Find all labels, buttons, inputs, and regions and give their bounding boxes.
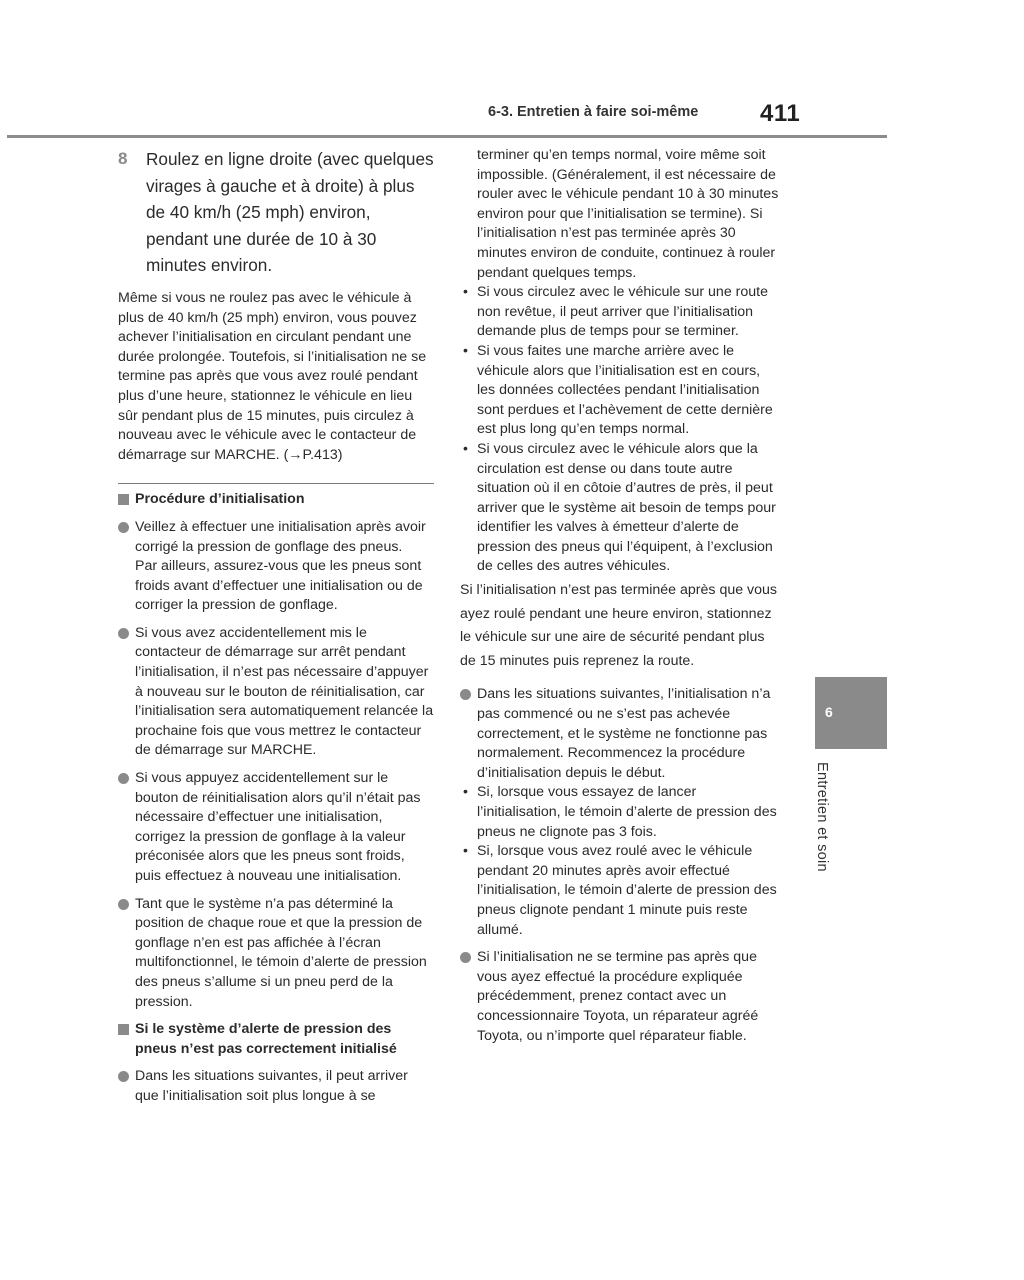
section-divider xyxy=(118,483,434,484)
list-item-text: Par ailleurs, assurez-vous que les pneus sont froids avant d’effectuer une initialisation ou de corriger la pression de gonflage. xyxy=(135,558,423,614)
sub-list-item xyxy=(460,283,780,342)
sub-list-item-text: Si vous circulez avec le véhicule alors que la circulation est dense ou dans toute autre situation où il en côtoie d’autres de près, il peut arriver que le système ait besoin de temps pour identifier les valves à émetteur d’alerte de pression des pneus qui l’équipent, à l’exclusion de celles des autres véhicules. xyxy=(477,440,776,575)
chapter-tab-label xyxy=(814,762,844,892)
bullet-dot-icon xyxy=(118,773,129,784)
list-item-text: Tant que le système n’a pas déterminé la position de chaque roue et que la pression de gonflage n’en est pas affichée à l’écran multifonctionnel, le témoin d’alerte de pression des pneus s’allume si un pneu perd de la pression. xyxy=(135,895,427,1010)
list-item-text: Veillez à effectuer une initialisation après avoir corrigé la pression de gonflage des pneus. xyxy=(135,518,426,555)
list-item-text: Si vous appuyez accidentellement sur le bouton de réinitialisation alors qu’il n’était pas nécessaire d’effectuer une initialisation, corrigez la pression de gonflage à la valeur préconisée alors que les pneus sont froids, puis effectuez à nouveau une initialisation. xyxy=(135,770,421,884)
right-column xyxy=(460,146,780,1054)
header-rule xyxy=(7,135,887,138)
bullet-dot-icon xyxy=(118,899,129,910)
step-text: Roulez en ligne droite (avec quelques virages à gauche et à droite) à plus de 40 km/h (25 mph) environ, pendant une durée de 10 à 30 minutes environ. xyxy=(146,149,434,276)
intro-paragraph: Même si vous ne roulez pas avec le véhicule à plus de 40 km/h (25 mph) environ, vous pouvez achever l’initialisation en circulant pendant une durée prolongée. Toutefois, si l’initialisation ne se termine pas après que vous avez roulé pendant plus d’une heure, stationnez le véhicule en lieu sûr pendant plus de 15 minutes, puis circulez à nouveau avec le véhicule avec le contacteur de démarrage sur MARCHE. (→P.413) xyxy=(118,289,427,463)
step-8 xyxy=(118,146,434,279)
section-header: 6-3. Entretien à faire soi-même xyxy=(488,104,699,120)
list-item xyxy=(118,769,434,887)
list-item xyxy=(118,518,434,616)
sub-bullet-marker: • xyxy=(463,284,468,301)
bullet-dot-icon xyxy=(460,952,471,963)
reminder-paragraph: Si l’initialisation n’est pas terminée après que vous ayez roulé pendant une heure environ, stationnez le véhicule sur une aire de sécurité pendant plus de 15 minutes puis reprenez la route. xyxy=(460,582,778,669)
sub-bullet-marker: • xyxy=(463,843,468,860)
list-item xyxy=(460,948,780,1046)
list-item-text: Si vous avez accidentellement mis le contacteur de démarrage sur arrêt pendant l’initialisation, il n’est pas nécessaire d’appuyer à nouveau sur le bouton de réinitialisation, car l’initialisation sera automatiquement relancée la prochaine fois que vous mettrez le contacteur de démarrage sur MARCHE. xyxy=(135,624,434,759)
sub-list-item xyxy=(460,842,780,940)
list-item-text: Dans les situations suivantes, il peut arriver que l’initialisation soit plus longue à se xyxy=(135,1068,408,1104)
sub-bullet-marker: • xyxy=(463,342,468,359)
continued-text: terminer qu’en temps normal, voire même soit impossible. (Généralement, il est nécessaire de rouler avec le véhicule pendant 10 à 30 minutes environ pour que l’initialisation se termine). Si l’initialisation n’est pas terminée après 30 minutes environ de conduite, continuez à rouler pendant quelques temps. xyxy=(477,147,779,281)
sub-list-item xyxy=(460,783,780,842)
sub-bullet-marker: • xyxy=(463,784,468,801)
list-item-text: Si l’initialisation ne se termine pas après que vous ayez effectué la procédure expliquée précédemment, prenez contact avec un concessionnaire Toyota, un réparateur agréé Toyota, ou n’importe quel réparateur fiable. xyxy=(477,949,759,1044)
sub-list-item xyxy=(460,342,780,440)
step-number: 8 xyxy=(118,149,128,168)
list-item xyxy=(118,624,434,761)
chapter-tab-number: 6 xyxy=(825,704,833,720)
chapter-tab-label-text: Entretien et soin xyxy=(814,762,830,872)
bullet-dot-icon xyxy=(460,689,471,700)
sub-list-item-text: Si, lorsque vous essayez de lancer l’initialisation, le témoin d’alerte de pression des pneus ne clignote pas 3 fois. xyxy=(477,784,777,840)
bullet-dot-icon xyxy=(118,522,129,533)
sub-list-item xyxy=(460,440,780,577)
bullet-dot-icon xyxy=(118,1071,129,1082)
section-title-not-initialized: Si le système d’alerte de pression des pneus n’est pas correctement initialisé xyxy=(118,1020,434,1059)
sub-list-item-text: Si vous faites une marche arrière avec le véhicule alors que l’initialisation est en cours, les données collectées pendant l’initialisation sont perdues et l’achèvement de cette dernière est plus long qu’en temps normal. xyxy=(477,342,773,438)
section-title-initialization: Procédure d’initialisation xyxy=(118,490,434,510)
sub-bullet-marker: • xyxy=(463,440,468,457)
list-item xyxy=(118,895,434,1013)
list-item xyxy=(118,1067,434,1106)
sub-list-item-text: Si vous circulez avec le véhicule sur une route non revêtue, il peut arriver que l’initialisation demande plus de temps pour se terminer. xyxy=(477,284,768,340)
list-item xyxy=(460,685,780,783)
list-item-text: Dans les situations suivantes, l’initialisation n’a pas commencé ou ne s’est pas achevée correctement, et le système ne fonctionne pas normalement. Recommencez la procédure d’initialisation depuis le début. xyxy=(477,686,771,781)
sub-list-item-text: Si, lorsque vous avez roulé avec le véhicule pendant 20 minutes après avoir effectué l’initialisation, le témoin d’alerte de pression des pneus clignote pendant 1 minute puis reste allumé. xyxy=(477,843,777,938)
page-number: 411 xyxy=(760,100,801,127)
bullet-dot-icon xyxy=(118,628,129,639)
left-column xyxy=(118,146,434,1115)
